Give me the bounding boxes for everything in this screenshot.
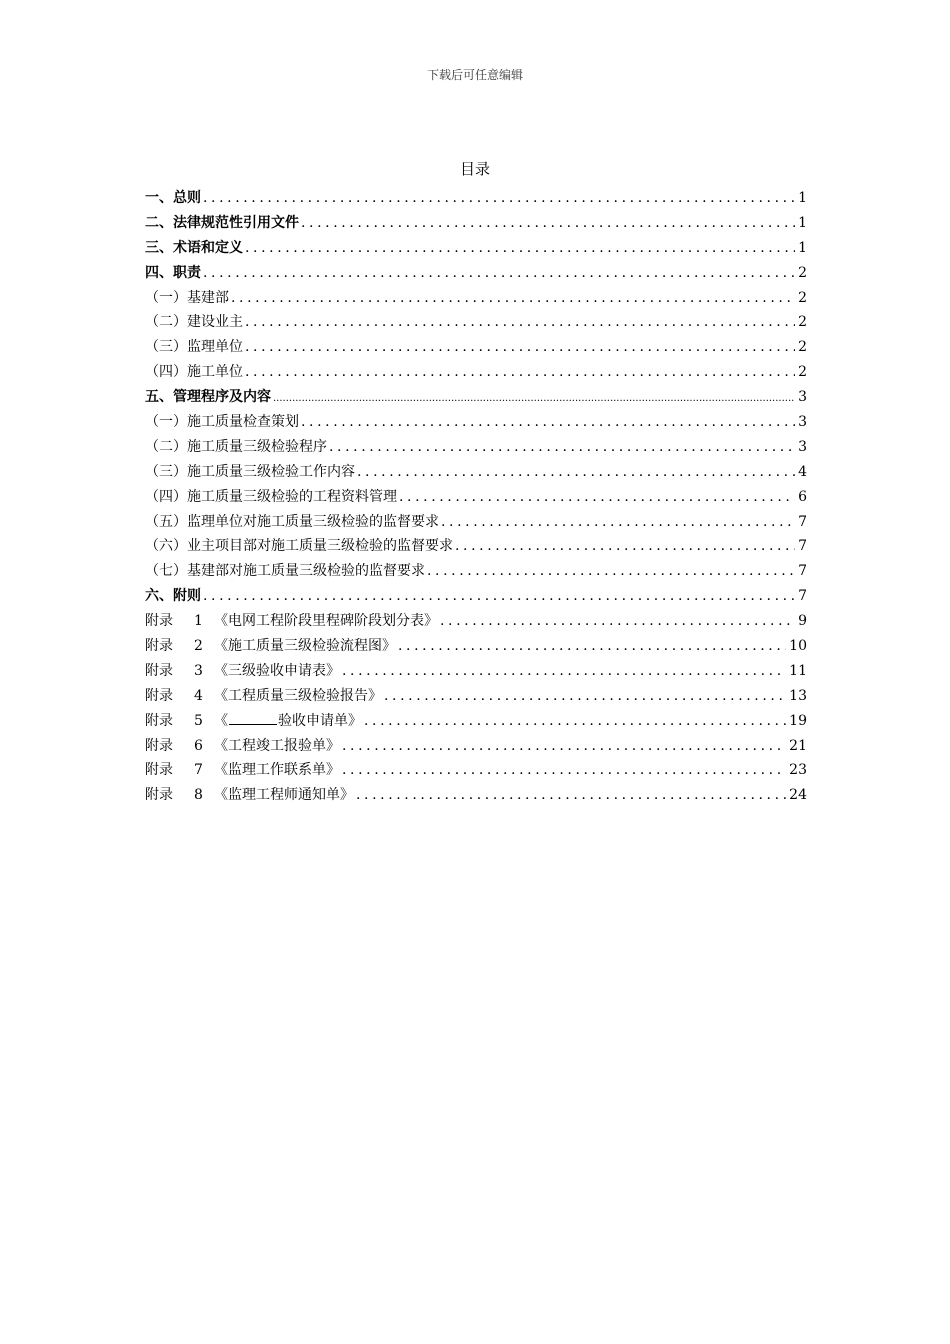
blank-underline [229, 710, 277, 725]
appendix-number: 4 [194, 687, 203, 704]
toc-entry-label: （五）监理单位对施工质量三级检验的监督要求 [145, 513, 439, 530]
appendix-title: 《监理工作联系单》 [214, 762, 340, 779]
appendix-title: 《三级验收申请表》 [214, 662, 340, 679]
toc-page-number: 7 [798, 538, 807, 555]
toc-page-number: 3 [798, 389, 807, 406]
appendix-title: 《监理工程师通知单》 [214, 787, 354, 804]
toc-entry[interactable] [145, 236, 807, 261]
toc-entry[interactable] [145, 485, 807, 510]
appendix-prefix: 附录 [145, 737, 173, 754]
toc-page-number: 9 [798, 613, 807, 630]
toc-page-number: 3 [798, 438, 807, 455]
toc-entry-label: （一）施工质量检查策划 [145, 414, 299, 431]
appendix-number: 6 [194, 737, 203, 754]
appendix-title: 《工程竣工报验单》 [214, 737, 340, 754]
appendix-number: 3 [194, 662, 203, 679]
toc-entry-label: 一、总则 [145, 190, 201, 206]
toc-entry[interactable] [145, 534, 807, 559]
appendix-prefix: 附录 [145, 687, 173, 704]
toc-page-number: 11 [789, 662, 807, 679]
toc-leader [301, 410, 795, 435]
appendix-number: 8 [194, 787, 203, 804]
toc-entry-label [145, 783, 354, 808]
appendix-prefix: 附录 [145, 762, 173, 779]
toc-page-number: 23 [789, 762, 807, 779]
toc-leader [455, 534, 795, 559]
toc-entry[interactable] [145, 410, 807, 435]
toc-page-number: 2 [798, 364, 807, 381]
toc-entry[interactable] [145, 460, 807, 485]
toc-entry[interactable] [145, 559, 807, 584]
page-header: 下载后可任意编辑 [426, 68, 523, 82]
toc-page-number: 3 [798, 414, 807, 431]
toc-page-number: 2 [798, 339, 807, 356]
toc-appendix-entry[interactable] [145, 734, 807, 759]
toc-entry[interactable] [145, 360, 807, 385]
toc-entry-label: （六）业主项目部对施工质量三级检验的监督要求 [145, 538, 453, 555]
toc-appendix-entry[interactable] [145, 684, 807, 709]
toc-entry[interactable] [145, 510, 807, 535]
toc-page-number: 13 [789, 687, 807, 704]
toc-leader [342, 734, 786, 759]
appendix-number: 1 [194, 613, 203, 630]
toc-entry-label [145, 709, 362, 734]
toc-page-number: 10 [789, 638, 807, 655]
toc-entry-label [145, 734, 340, 759]
appendix-number: 5 [194, 712, 203, 729]
toc-entry-label: （三）施工质量三级检验工作内容 [145, 463, 355, 480]
toc-entry[interactable] [145, 435, 807, 460]
appendix-number: 2 [194, 638, 203, 655]
appendix-number: 7 [194, 762, 203, 779]
toc-entry-label: 六、附则 [145, 588, 201, 605]
toc-page-number: 2 [798, 314, 807, 331]
toc-leader [441, 510, 795, 535]
toc-entry-label: 四、职责 [145, 264, 201, 281]
toc-entry[interactable] [145, 186, 807, 211]
appendix-title: 《工程质量三级检验报告》 [214, 687, 382, 704]
toc-leader [245, 236, 795, 261]
toc-leader [203, 584, 795, 609]
appendix-title: 《电网工程阶段里程碑阶段划分表》 [214, 613, 438, 630]
toc-leader [342, 758, 786, 783]
toc-entry-label: （四）施工单位 [145, 364, 243, 381]
toc-entry[interactable] [145, 335, 807, 360]
toc-leader [231, 286, 795, 311]
toc-leader [399, 485, 795, 510]
toc-leader [427, 559, 795, 584]
toc-entry[interactable] [145, 261, 807, 286]
toc-page-number: 21 [789, 737, 807, 754]
toc-leader [384, 684, 786, 709]
toc-leader [364, 709, 786, 734]
toc-entry-label: （七）基建部对施工质量三级检验的监督要求 [145, 563, 425, 580]
toc-entry-label: （三）监理单位 [145, 339, 243, 356]
toc-appendix-entry[interactable] [145, 634, 807, 659]
toc-title: 目录 [459, 160, 490, 178]
appendix-title-open: 《 [214, 712, 228, 729]
toc-page-number: 24 [789, 787, 807, 804]
toc-leader [301, 211, 795, 236]
toc-leader [203, 261, 795, 286]
toc-entry-label: 二、法律规范性引用文件 [145, 214, 299, 231]
toc-entry-label: （二）施工质量三级检验程序 [145, 438, 327, 455]
toc-entry[interactable] [145, 385, 807, 410]
toc-entry-label: （一）基建部 [145, 289, 229, 306]
toc-page-number: 19 [789, 712, 807, 729]
toc-page-number: 2 [798, 289, 807, 306]
toc-entry-label: 五、管理程序及内容 [145, 389, 271, 406]
toc-page-number: 1 [798, 214, 807, 231]
toc-entry-label [145, 758, 340, 783]
toc-leader [329, 435, 795, 460]
toc-entry[interactable] [145, 211, 807, 236]
toc-entry-label [145, 634, 396, 659]
appendix-prefix: 附录 [145, 638, 173, 655]
toc-entry-label: （四）施工质量三级检验的工程资料管理 [145, 488, 397, 505]
toc-entry-label: （二）建设业主 [145, 314, 243, 331]
toc-entry-label: 三、术语和定义 [145, 239, 243, 256]
toc-entry[interactable] [145, 584, 807, 609]
toc-appendix-entry[interactable] [145, 659, 807, 684]
toc-appendix-entry[interactable] [145, 609, 807, 634]
toc-leader [273, 387, 795, 412]
toc-page-number: 7 [798, 513, 807, 530]
appendix-prefix: 附录 [145, 613, 173, 630]
toc-page-number: 1 [798, 239, 807, 256]
toc-page-number: 7 [798, 588, 807, 605]
toc-page-number: 2 [798, 264, 807, 281]
toc-leader [203, 186, 795, 211]
toc-page-number: 6 [798, 488, 807, 505]
appendix-prefix: 附录 [145, 712, 173, 729]
appendix-title: 《施工质量三级检验流程图》 [214, 638, 396, 655]
toc-appendix-entry[interactable] [145, 783, 807, 808]
table-of-contents [145, 186, 807, 808]
toc-leader [440, 609, 795, 634]
toc-entry-label [145, 684, 382, 709]
toc-entry-label [145, 659, 340, 684]
toc-leader [398, 634, 786, 659]
appendix-prefix: 附录 [145, 662, 173, 679]
toc-leader [356, 783, 786, 808]
toc-leader [342, 659, 786, 684]
toc-appendix-entry[interactable] [145, 709, 807, 734]
toc-page-number: 4 [798, 463, 807, 480]
toc-entry[interactable] [145, 286, 807, 311]
appendix-title: 验收申请单》 [278, 712, 362, 729]
toc-leader [357, 460, 795, 485]
toc-entry-label [145, 609, 438, 634]
toc-leader [245, 335, 795, 360]
toc-page-number: 7 [798, 563, 807, 580]
toc-entry[interactable] [145, 310, 807, 335]
toc-leader [245, 310, 795, 335]
toc-leader [245, 360, 795, 385]
toc-appendix-entry[interactable] [145, 758, 807, 783]
toc-page-number: 1 [798, 190, 807, 206]
appendix-prefix: 附录 [145, 787, 173, 804]
